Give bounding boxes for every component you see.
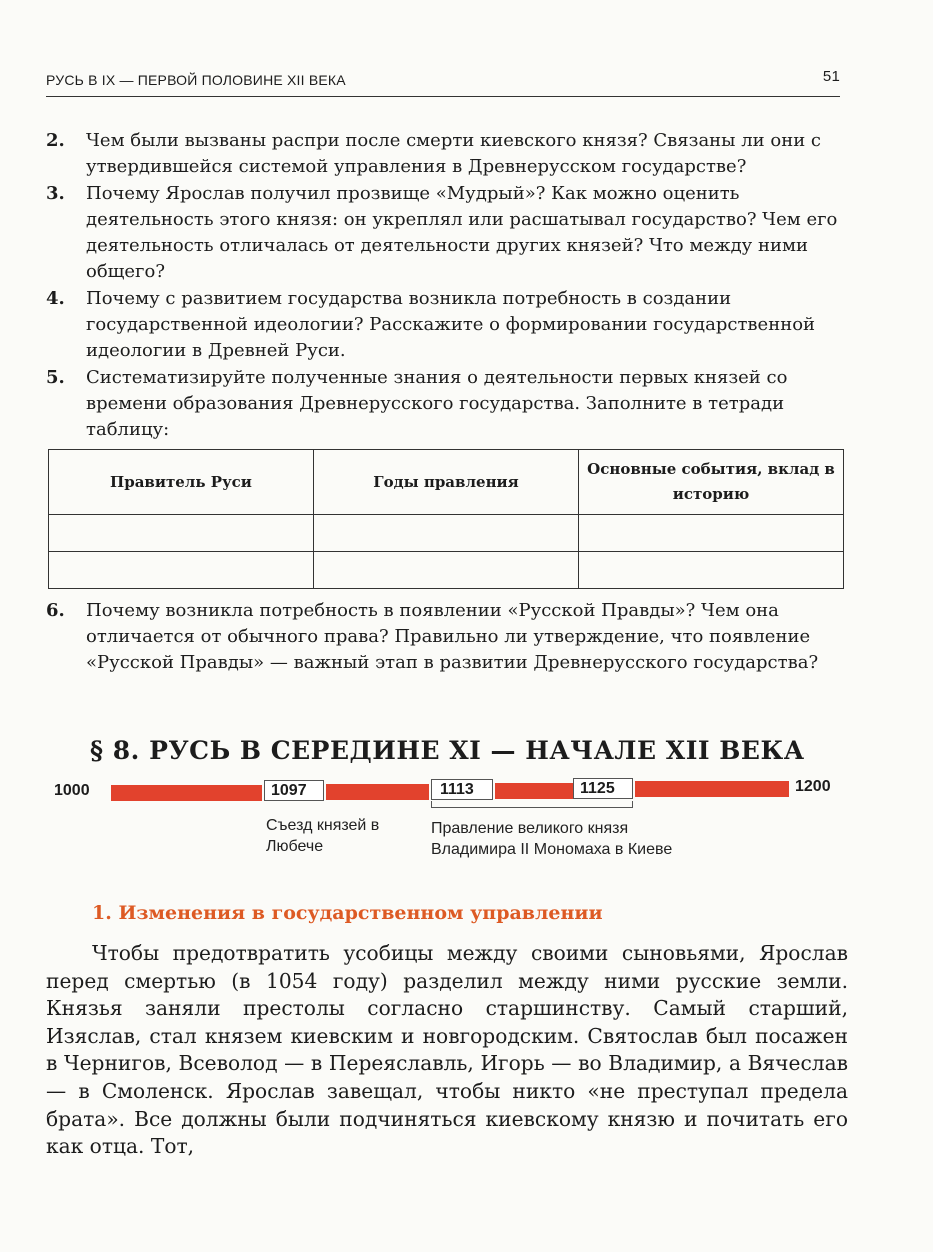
subsection-title: 1. Изменения в государственном управлении — [92, 902, 603, 924]
question-number: 3. — [46, 183, 65, 204]
question-number: 2. — [46, 130, 65, 151]
timeline-event-caption: Правление великого князя Владимира II Мономаха в Киеве — [431, 820, 673, 858]
question-text: Систематизируйте полученные знания о деятельности первых князей со времени образования Древнерусского государства. Заполните в тетради таблицу: — [86, 367, 788, 440]
question-list — [46, 128, 846, 444]
question-text: Почему с развитием государства возникла потребность в создании государственной идеологии? Расскажите о формировании государственной идеологии в Древней Руси. — [86, 288, 816, 361]
table-header-ruler: Правитель Руси — [49, 450, 314, 515]
table-row — [49, 552, 844, 589]
running-title: РУСЬ В IX — ПЕРВОЙ ПОЛОВИНЕ XII ВЕКА — [46, 72, 346, 88]
question-text: Почему возникла потребность в появлении «Русской Правды»? Чем она отличается от обычного права? Правильно ли утверждение, что появление «Русской Правды» — важный этап в развитии Древнерусского государства? — [86, 600, 819, 673]
question-number: 4. — [46, 288, 65, 309]
timeline-year-1097: 1097 — [271, 782, 307, 799]
table-cell — [49, 515, 314, 552]
body-paragraph: Чтобы предотвратить усобицы между своими сыновьями, Ярослав перед смертью (в 1054 году) разделил между ними русские земли. Князья заняли престолы согласно старшинству. Самый старший, Изяслав, стал князем киевским и новгородским. Святослав был посажен в Чернигов, Всеволод — в Переяславль, Игорь — во Владимир, а Вячеслав — в Смоленск. Ярослав завещал, чтобы никто «не преступал предела брата». Все должны были подчиняться киевскому князю и почитать его как отца. Тот, — [46, 941, 848, 1159]
table-cell — [314, 552, 579, 589]
rulers-table — [48, 449, 844, 589]
question-6 — [46, 598, 846, 676]
table-row — [49, 515, 844, 552]
question-3 — [46, 181, 846, 285]
timeline-year-1113: 1113 — [440, 781, 474, 798]
timeline-event-caption: Съезд князей в Любече — [266, 817, 380, 855]
question-text: Почему Ярослав получил прозвище «Мудрый»? Как можно оценить деятельность этого князя: он укреплял или расшатывал государство? Чем его деятельность отличалась от деятельности других князей? Что между ними общего? — [86, 183, 838, 282]
timeline-bar-segment — [635, 781, 789, 797]
question-number: 5. — [46, 367, 65, 388]
table-cell — [579, 552, 844, 589]
section-title: § 8. РУСЬ В СЕРЕДИНЕ XI — НАЧАЛЕ XII ВЕКА — [90, 736, 805, 765]
timeline-range-bracket — [431, 801, 633, 808]
header-rule — [46, 96, 840, 97]
timeline-year-1200: 1200 — [795, 778, 831, 795]
table-header-events: Основные события, вклад в историю — [579, 450, 844, 515]
table-cell — [49, 552, 314, 589]
question-4 — [46, 286, 846, 364]
timeline-bar-segment — [326, 784, 429, 800]
timeline-year-1000: 1000 — [54, 782, 90, 799]
question-5 — [46, 365, 846, 443]
timeline-year-1125: 1125 — [580, 780, 615, 797]
page-number: 51 — [822, 68, 840, 85]
table-cell — [314, 515, 579, 552]
table-cell — [579, 515, 844, 552]
table-header-years: Годы правления — [314, 450, 579, 515]
table-header-row — [49, 450, 844, 515]
question-text: Чем были вызваны распри после смерти киевского князя? Связаны ли они с утвердившейся системой управления в Древнерусском государстве? — [86, 130, 822, 177]
timeline-bar-segment — [111, 785, 262, 801]
running-head — [46, 68, 840, 88]
question-2 — [46, 128, 846, 180]
timeline-bar-segment — [495, 783, 573, 799]
question-number: 6. — [46, 600, 65, 621]
question-6-block — [46, 598, 846, 677]
